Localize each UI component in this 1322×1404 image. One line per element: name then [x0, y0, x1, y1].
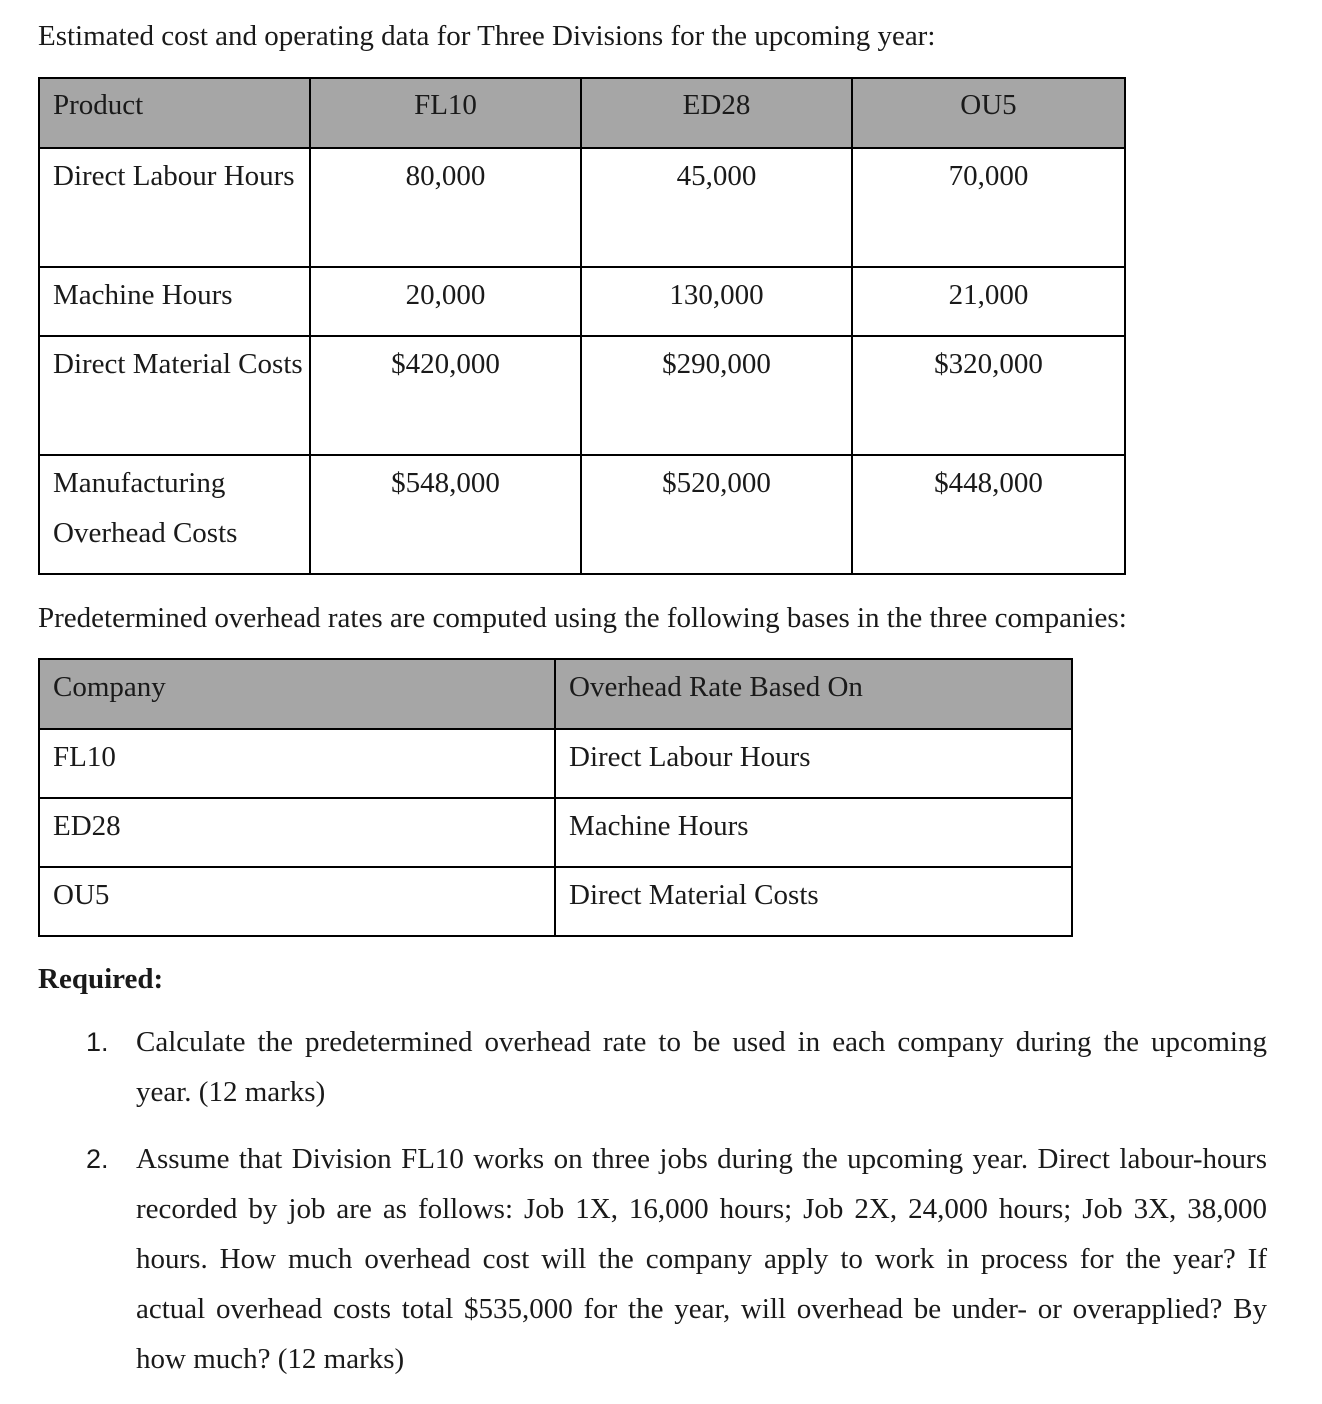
row-label: Direct Material Costs: [39, 336, 310, 455]
table-cell: Direct Labour Hours: [555, 729, 1072, 798]
overhead-rate-table: [38, 658, 1073, 937]
cost-data-table: [38, 77, 1126, 575]
question-list: [86, 1017, 1267, 1401]
header-cell: Product: [39, 78, 310, 148]
table-cell: 80,000: [310, 148, 581, 267]
table-cell: $290,000: [581, 336, 852, 455]
question-number: 2.: [86, 1144, 109, 1174]
list-item: [86, 1134, 1267, 1384]
table-row: [39, 336, 1125, 455]
table-row: [39, 455, 1125, 574]
table-cell: Direct Material Costs: [555, 867, 1072, 936]
required-heading: Required:: [38, 963, 164, 995]
table-cell: Machine Hours: [555, 798, 1072, 867]
cost-table-header-row: [39, 78, 1125, 148]
header-cell: Company: [39, 659, 555, 729]
table-cell: 20,000: [310, 267, 581, 336]
header-cell: Overhead Rate Based On: [555, 659, 1072, 729]
table-cell: FL10: [39, 729, 555, 798]
table-cell: 70,000: [852, 148, 1125, 267]
rates-intro-text: Predetermined overhead rates are computed using the following bases in the three companies:: [38, 602, 1127, 634]
list-item: [86, 1017, 1267, 1117]
question-number: 1.: [86, 1027, 109, 1057]
header-cell: ED28: [581, 78, 852, 148]
question-text: Calculate the predetermined overhead rate to be used in each company during the upcoming year. (12 marks): [136, 1026, 1267, 1108]
table-row: [39, 798, 1072, 867]
table-cell: $420,000: [310, 336, 581, 455]
intro-text: Estimated cost and operating data for Three Divisions for the upcoming year:: [38, 20, 936, 52]
row-label: Machine Hours: [39, 267, 310, 336]
row-label: Direct Labour Hours: [39, 148, 310, 267]
table-row: [39, 148, 1125, 267]
table-cell: 21,000: [852, 267, 1125, 336]
table-cell: OU5: [39, 867, 555, 936]
table-row: [39, 729, 1072, 798]
table-row: [39, 867, 1072, 936]
table-cell: 130,000: [581, 267, 852, 336]
table-cell: $548,000: [310, 455, 581, 574]
table-cell: $448,000: [852, 455, 1125, 574]
row-label: Manufacturing Overhead Costs: [39, 455, 310, 574]
question-text: Assume that Division FL10 works on three jobs during the upcoming year. Direct labour-hours recorded by job are as follows: Job 1X, 16,000 hours; Job 2X, 24,000 hours; Job 3X, 38,000 hours. How much overhead cost will the company apply to work in process for the year? If actual overhead costs total $535,000 for the year, will overhead be under- or overapplied? By how much? (12 marks): [136, 1143, 1267, 1375]
table-cell: ED28: [39, 798, 555, 867]
table-cell: $520,000: [581, 455, 852, 574]
header-cell: OU5: [852, 78, 1125, 148]
header-cell: FL10: [310, 78, 581, 148]
table-row: [39, 267, 1125, 336]
rate-table-header-row: [39, 659, 1072, 729]
table-cell: 45,000: [581, 148, 852, 267]
table-cell: $320,000: [852, 336, 1125, 455]
